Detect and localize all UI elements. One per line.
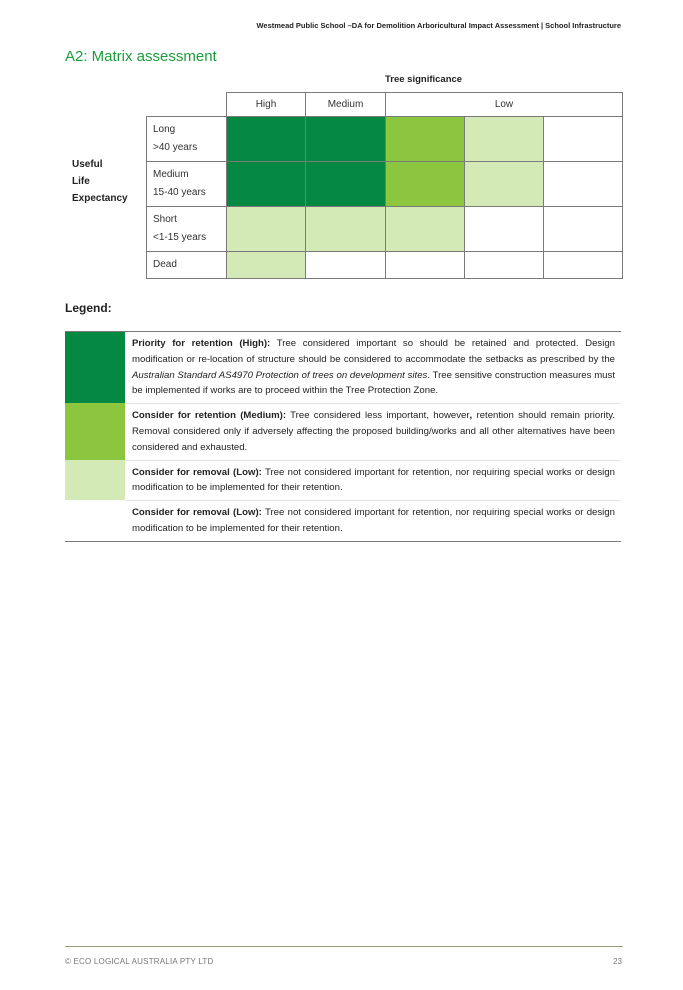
- legend-comma: ,: [469, 410, 473, 422]
- legend-desc: . Tree sensitive construction measures must be implemented if works are to proceed within the Tree Protection Zone.: [132, 369, 615, 397]
- matrix-cell: [386, 207, 465, 252]
- legend-swatch-low: [65, 460, 125, 501]
- ule-label-line: Life: [72, 176, 90, 187]
- matrix-row-short: [147, 207, 623, 252]
- row-header-range: >40 years: [153, 142, 198, 153]
- running-header: Westmead Public School –DA for Demolition Arboricultural Impact Assessment | School Infrastructure: [256, 21, 621, 30]
- legend-label: Consider for retention (Medium):: [132, 410, 287, 422]
- matrix-header-row: [147, 93, 623, 117]
- legend-desc: Tree considered important so should be retained and protected. Design modification or re-location of structure should be considered to accommodate the setbacks as prescribed by the: [132, 338, 616, 365]
- matrix-cell: [465, 252, 544, 279]
- legend-row-none: [65, 500, 621, 541]
- legend-row-medium: [65, 403, 621, 459]
- matrix-corner-cell: [147, 93, 227, 117]
- footer-divider: [65, 946, 623, 947]
- row-header-label: Short: [153, 214, 177, 225]
- matrix-cell: [227, 207, 306, 252]
- matrix-cell: [386, 117, 465, 162]
- legend-desc: Tree considered less important, however: [286, 410, 470, 422]
- column-header-medium: Medium: [306, 93, 386, 117]
- legend-row-low: [65, 460, 621, 501]
- legend-row-high: [65, 332, 621, 403]
- legend-label: Consider for removal (Low):: [132, 507, 262, 519]
- legend-desc: Tree not considered important for retention, nor requiring special works or design modification to be implemented for their retention.: [132, 466, 615, 494]
- matrix-cell: [544, 252, 623, 279]
- ule-label-line: Useful: [72, 159, 103, 170]
- legend-swatch-none: [65, 500, 125, 541]
- legend-text: [125, 403, 621, 459]
- column-header-low: Low: [386, 93, 623, 117]
- legend-text: [125, 500, 621, 541]
- legend-title: Legend:: [65, 301, 112, 315]
- matrix-cell: [227, 252, 306, 279]
- matrix-heading: Tree significance: [385, 74, 463, 85]
- legend-desc: Tree not considered important for retention, nor requiring special works or design modification to be implemented for their retention.: [132, 507, 615, 534]
- matrix-cell: [386, 252, 465, 279]
- legend-swatch-high: [65, 332, 125, 403]
- matrix-cell: [465, 207, 544, 252]
- matrix-cell: [306, 207, 386, 252]
- row-header-label: Medium: [153, 169, 189, 180]
- row-header-range: <1-15 years: [153, 232, 207, 243]
- row-header-range: 15-40 years: [153, 187, 206, 198]
- row-header-medium: [147, 162, 227, 207]
- matrix-cell: [306, 162, 386, 207]
- footer-copyright: © ECO LOGICAL AUSTRALIA PTY LTD: [65, 957, 214, 966]
- legend-swatch-medium: [65, 403, 125, 459]
- row-header-short: [147, 207, 227, 252]
- matrix-row-medium: [147, 162, 623, 207]
- matrix-cell: [386, 162, 465, 207]
- legend-desc: retention should remain priority. Removal considered only if adversely affecting the proposed building/works and all other alternatives have been considered and exhausted.: [132, 410, 615, 453]
- legend-text: [125, 332, 621, 403]
- matrix-cell: [465, 117, 544, 162]
- row-header-label: Long: [153, 124, 176, 135]
- legend-standard-ref: Australian Standard AS4970 Protection of trees on development sites: [132, 369, 428, 381]
- page-number: 23: [613, 957, 622, 966]
- ule-label-line: Expectancy: [72, 193, 128, 204]
- matrix-cell: [544, 207, 623, 252]
- legend-label: Priority for retention (High):: [132, 338, 271, 349]
- matrix-row-long: [147, 117, 623, 162]
- matrix-cell: [306, 117, 386, 162]
- useful-life-expectancy-label: [72, 156, 142, 207]
- matrix-cell: [465, 162, 544, 207]
- row-header-label: Dead: [153, 259, 177, 270]
- matrix-cell: [306, 252, 386, 279]
- matrix-cell: [544, 117, 623, 162]
- row-header-dead: [147, 252, 227, 279]
- matrix-row-dead: [147, 252, 623, 279]
- legend-text: [125, 460, 621, 501]
- matrix-table: [146, 92, 623, 279]
- column-header-high: High: [227, 93, 306, 117]
- matrix-cell: [227, 162, 306, 207]
- section-title: A2: Matrix assessment: [65, 48, 217, 65]
- legend-table: [65, 331, 621, 542]
- legend-label: Consider for removal (Low):: [132, 466, 262, 478]
- row-header-long: [147, 117, 227, 162]
- matrix-cell: [227, 117, 306, 162]
- matrix-cell: [544, 162, 623, 207]
